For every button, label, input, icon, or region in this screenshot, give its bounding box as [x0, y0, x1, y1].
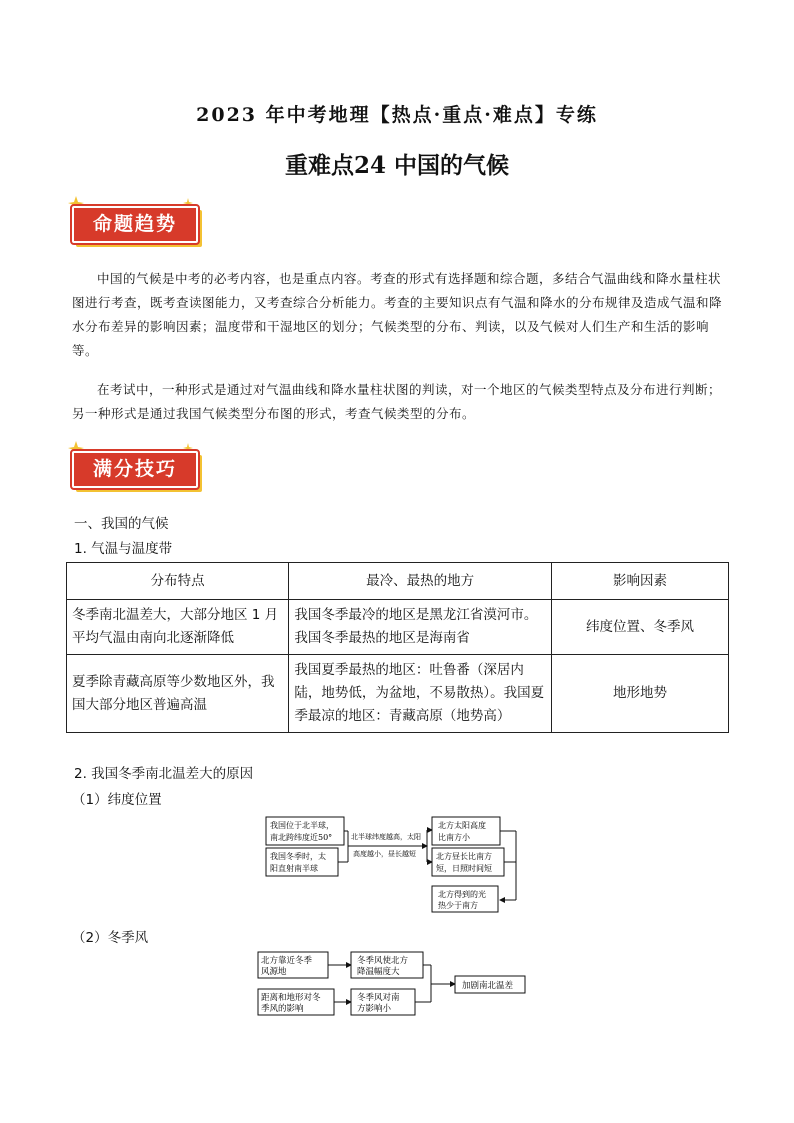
flow-text: 我国位于北半球， [270, 821, 334, 830]
flow-text: 短，日照时间短 [436, 864, 492, 873]
table-header: 分布特点 [67, 563, 289, 600]
flow-text: 降温幅度大 [357, 967, 400, 977]
flow-text: 北方得到的光 [438, 890, 486, 899]
flow-text: 方影响小 [357, 1004, 392, 1014]
flow-text: 冬季风使北方 [357, 956, 409, 966]
subsection-winter-monsoon: （2）冬季风 [72, 930, 149, 946]
table-row [67, 655, 729, 733]
trend-badge [70, 200, 200, 240]
latitude-flow-diagram [262, 812, 532, 914]
subsection-temperature: 1. 气温与温度带 [74, 541, 173, 557]
table-header: 影响因素 [551, 563, 728, 600]
flow-text: 距离和地形对冬 [261, 993, 321, 1003]
flow-text: 北方太阳高度 [438, 821, 486, 830]
flow-text: 冬季风对南 [357, 993, 400, 1003]
table-cell: 冬季南北温差大，大部分地区 1 月平均气温由南向北逐渐降低 [67, 600, 289, 655]
flow-text: 北半球纬度越高，太阳 [351, 833, 421, 841]
doc-title: 2023 年中考地理【热点·重点·难点】专练 [196, 104, 598, 126]
table-cell: 纬度位置、冬季风 [551, 600, 728, 655]
flow-text: 南北跨纬度近50° [270, 833, 333, 842]
flow-text: 季风的影响 [261, 1004, 304, 1014]
table-header-row [67, 563, 729, 600]
flow-text: 热少于南方 [438, 901, 478, 910]
doc-subtitle: 重难点24 中国的气候 [284, 152, 509, 179]
table-cell: 地形地势 [551, 655, 728, 733]
flow-text: 风源地 [261, 967, 287, 977]
flow-text: 我国冬季时，太 [270, 852, 326, 861]
flow-text: 阳直射南半球 [270, 864, 318, 873]
temperature-table [66, 562, 729, 733]
table-cell: 我国冬季最冷的地区是黑龙江省漠河市。我国冬季最热的地区是海南省 [289, 600, 552, 655]
flow-text: 北方昼长比南方 [436, 852, 492, 861]
monsoon-flow-diagram [255, 948, 545, 1020]
table-row [67, 600, 729, 655]
table-cell: 我国夏季最热的地区：吐鲁番（深居内陆，地势低，为盆地，不易散热）。我国夏季最凉的地区：青藏高原（地势高） [289, 655, 552, 733]
section-heading: 一、我国的气候 [74, 516, 169, 532]
flow-text: 北方靠近冬季 [261, 956, 313, 966]
flow-text: 加剧南北温差 [462, 981, 514, 991]
subsection-latitude: （1）纬度位置 [72, 792, 162, 808]
intro-paragraph-2: 在考试中，一种形式是通过对气温曲线和降水量柱状图的判读，对一个地区的气候类型特点及分布进行判断；另一种形式是通过我国气候类型分布图的形式，考查气候类型的分布。 [72, 382, 722, 421]
flow-text: 高度越小，昼长越短 [353, 850, 416, 858]
flow-text: 比南方小 [438, 833, 470, 842]
trend-badge-label: 命题趋势 [72, 206, 198, 243]
skills-badge-label: 满分技巧 [72, 451, 198, 488]
table-header: 最冷、最热的地方 [289, 563, 552, 600]
subsection-reason: 2. 我国冬季南北温差大的原因 [74, 766, 254, 782]
table-cell: 夏季除青藏高原等少数地区外，我国大部分地区普遍高温 [67, 655, 289, 733]
skills-badge [70, 445, 200, 485]
intro-paragraph-1: 中国的气候是中考的必考内容，也是重点内容。考查的形式有选择题和综合题，多结合气温曲线和降水量柱状图进行考查，既考查读图能力，又考查综合分析能力。考查的主要知识点有气温和降水的分布规律及造成气温和降水分布差异的影响因素；温度带和干湿地区的划分；气候类型的分布、判读，以及气候对人们生产和生活的影响等。 [72, 271, 723, 358]
